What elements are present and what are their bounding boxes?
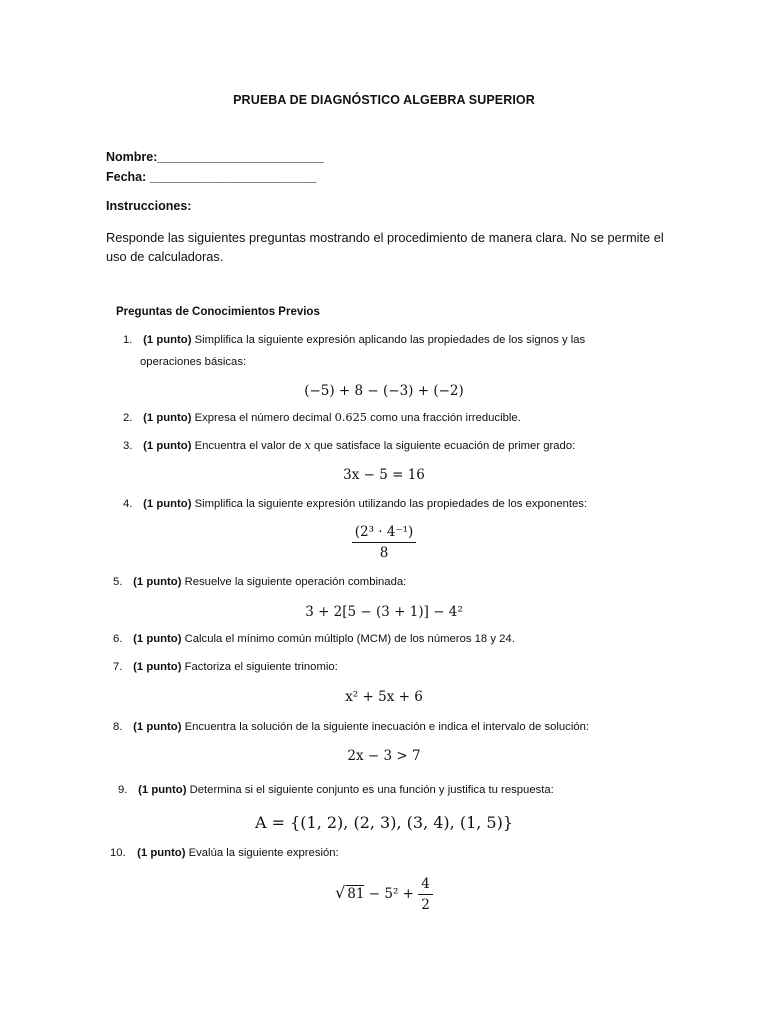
question-number: 2. — [123, 412, 133, 424]
question-points: (1 punto) — [143, 440, 192, 452]
question-points: (1 punto) — [143, 498, 192, 510]
name-field: Nombre:________________________ — [106, 150, 325, 164]
question-10 — [110, 843, 339, 863]
square-root-icon: √ — [335, 883, 346, 902]
radicand: 81 — [347, 886, 365, 902]
fraction-numerator: 4 — [418, 876, 433, 895]
question-1-continued: operaciones básicas: — [140, 356, 247, 368]
question-text: Encuentra el valor de — [194, 440, 302, 452]
question-points: (1 punto) — [133, 721, 182, 733]
inline-math: x — [304, 439, 311, 452]
question-points: (1 punto) — [133, 576, 182, 588]
question-1 — [123, 330, 585, 350]
math-expression: x² + 5x + 6 — [345, 689, 423, 705]
fraction-denominator: 8 — [379, 545, 389, 561]
fraction-numerator: (2³ · 4⁻¹) — [352, 524, 417, 543]
question-text: Factoriza el siguiente trinomio: — [184, 661, 338, 673]
question-text: como una fracción irreducible. — [370, 412, 521, 424]
fraction-denominator: 2 — [421, 897, 430, 913]
instructions-text: Responde las siguientes preguntas mostrando el procedimiento de manera clara. No se permite el uso de calculadoras. — [106, 230, 664, 264]
question-number: 1. — [123, 334, 133, 346]
question-number: 5. — [113, 576, 123, 588]
question-text: Resuelve la siguiente operación combinada: — [184, 576, 407, 588]
document-title: PRUEBA DE DIAGNÓSTICO ALGEBRA SUPERIOR — [233, 93, 535, 107]
question-number: 7. — [113, 661, 123, 673]
math-expression: A = {(1, 2), (2, 3), (3, 4), (1, 5)} — [254, 813, 514, 832]
question-9 — [118, 780, 554, 800]
question-6 — [113, 629, 515, 649]
math-terms: − 5² + — [368, 886, 414, 902]
question-text: Expresa el número decimal — [194, 412, 332, 424]
question-7 — [113, 657, 338, 677]
question-8 — [113, 717, 589, 737]
question-points: (1 punto) — [137, 847, 186, 859]
question-points: (1 punto) — [133, 661, 182, 673]
question-points: (1 punto) — [143, 412, 192, 424]
question-2 — [123, 408, 521, 428]
math-expression: 2x − 3 > 7 — [347, 748, 421, 764]
question-text: Determina si el siguiente conjunto es una función y justifica tu respuesta: — [189, 784, 554, 796]
question-text: Calcula el mínimo común múltiplo (MCM) de los números 18 y 24. — [184, 633, 515, 645]
inline-math: 0.625 — [334, 411, 367, 424]
question-text: Simplifica la siguiente expresión utilizando las propiedades de los exponentes: — [194, 498, 588, 510]
math-fraction — [0, 524, 768, 561]
question-text: que satisface la siguiente ecuación de primer grado: — [314, 440, 576, 452]
question-number: 10. — [110, 847, 126, 859]
question-4 — [123, 494, 587, 514]
question-points: (1 punto) — [138, 784, 187, 796]
question-number: 9. — [118, 784, 128, 796]
question-text: Simplifica la siguiente expresión aplicando las propiedades de los signos y las — [194, 334, 586, 346]
question-5 — [113, 572, 406, 592]
math-expression: 3x − 5 = 16 — [343, 467, 425, 483]
question-text: Evalúa la siguiente expresión: — [188, 847, 339, 859]
section-title: Preguntas de Conocimientos Previos — [116, 306, 320, 318]
question-number: 3. — [123, 440, 133, 452]
question-number: 8. — [113, 721, 123, 733]
question-number: 4. — [123, 498, 133, 510]
math-expression: (−5) + 8 − (−3) + (−2) — [304, 383, 464, 399]
math-expression: 3 + 2[5 − (3 + 1)] − 4² — [305, 604, 463, 620]
question-points: (1 punto) — [133, 633, 182, 645]
question-number: 6. — [113, 633, 123, 645]
question-text: Encuentra la solución de la siguiente inecuación e indica el intervalo de solución: — [184, 721, 590, 733]
question-points: (1 punto) — [143, 334, 192, 346]
instructions-title: Instrucciones: — [106, 199, 192, 213]
date-field: Fecha: ________________________ — [106, 170, 317, 184]
math-expression — [0, 876, 768, 913]
question-3 — [123, 436, 575, 456]
